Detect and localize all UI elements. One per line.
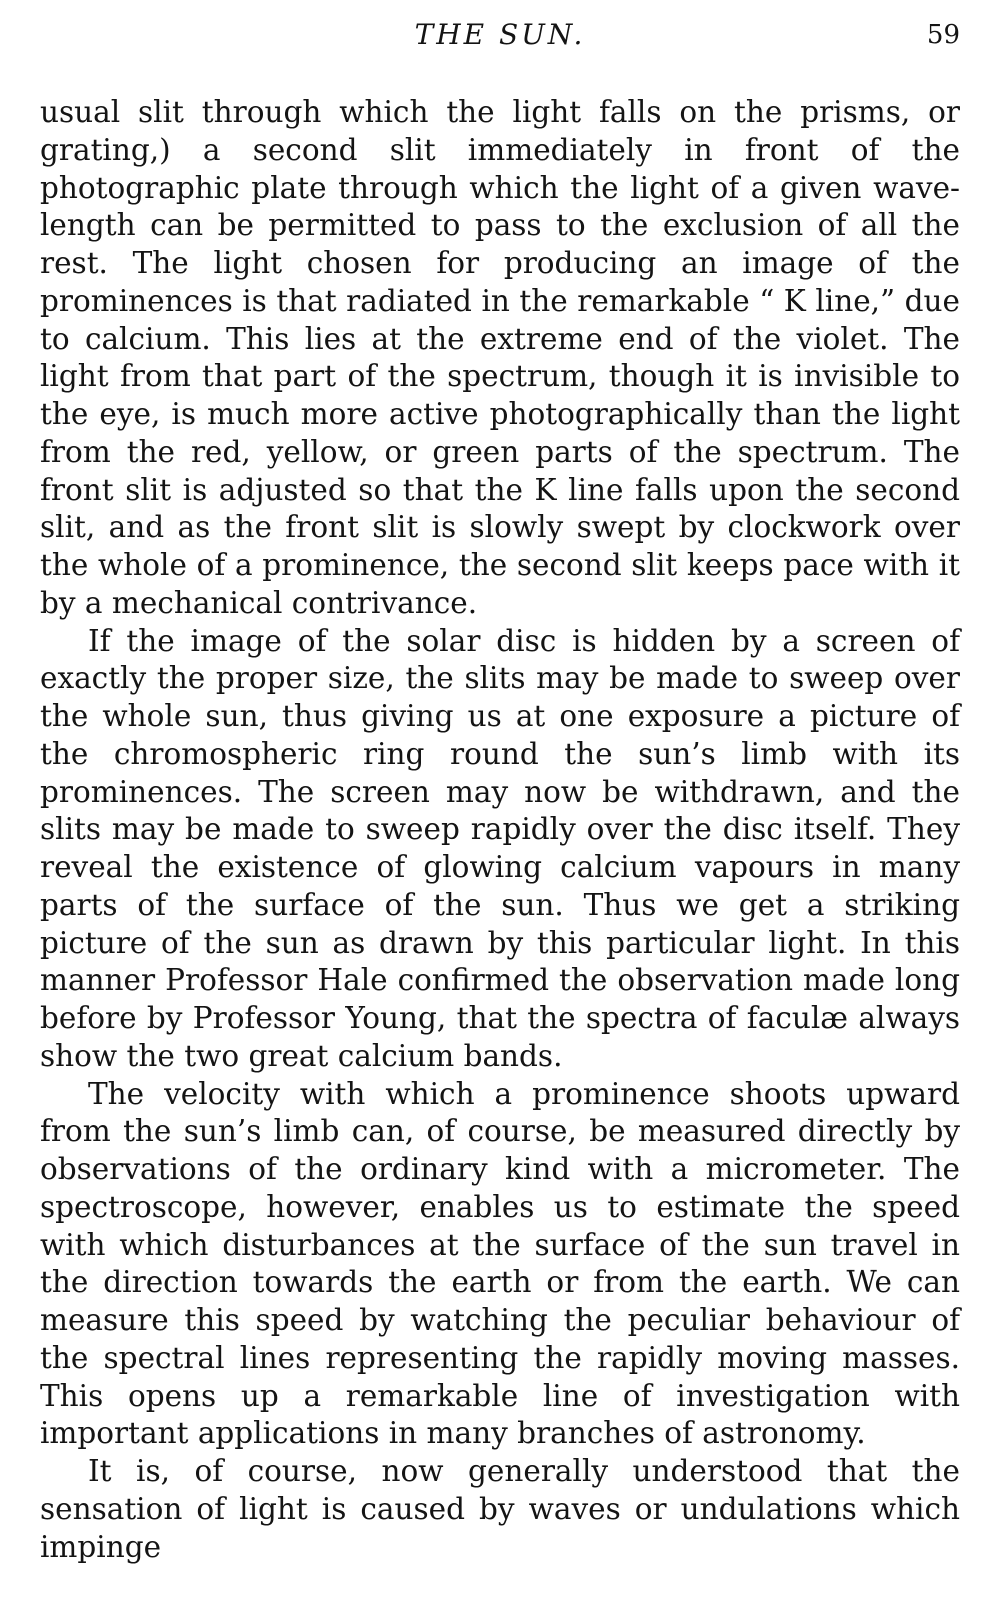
paragraph-3: The velocity with which a prominence shoots upward from the sun’s limb can, of course, be measured directly by observations of the ordinary kind with a micrometer. The spectroscope, however, enables us to estimate the speed with which disturbances at the surface of the sun travel in the direction towards the earth or from the earth. We can measure this speed by watching the peculiar behaviour of the spectral lines representing the rapidly moving masses. This opens up a remarkable line of investigation with important applications in many branches of astronomy. [40,1076,960,1451]
body-text [40,94,960,1566]
paragraph-4: It is, of course, now generally understood that the sensation of light is caused by waves or undulations which impinge [40,1454,960,1564]
book-page [40,10,960,1605]
paragraph-1: usual slit through which the light falls on the prisms, or grating,) a second slit immediately in front of the photographic plate through which the light of a given wave-length can be permitted to pass to the exclusion of all the rest. The light chosen for producing an image of the prominences is that radiated in the remarkable “ K line,” due to calcium. This lies at the extreme end of the violet. The light from that part of the spectrum, though it is invisible to the eye, is much more active photographically than the light from the red, yellow, or green parts of the spectrum. The front slit is adjusted so that the K line falls upon the second slit, and as the front slit is slowly swept by clockwork over the whole of a prominence, the second slit keeps pace with it by a mechanical contrivance. [40,95,960,620]
running-head [40,10,960,70]
paragraph-2: If the image of the solar disc is hidden by a screen of exactly the proper size, the slits may be made to sweep over the whole sun, thus giving us at one exposure a picture of the chromospheric ring round the sun’s limb with its prominences. The screen may now be withdrawn, and the slits may be made to sweep rapidly over the disc itself. They reveal the existence of glowing calcium vapours in many parts of the surface of the sun. Thus we get a striking picture of the sun as drawn by this particular light. In this manner Professor Hale confirmed the observation made long before by Professor Young, that the spectra of faculæ always show the two great calcium bands. [40,623,960,1073]
running-title: THE SUN. [414,18,586,51]
page-number: 59 [926,20,960,50]
